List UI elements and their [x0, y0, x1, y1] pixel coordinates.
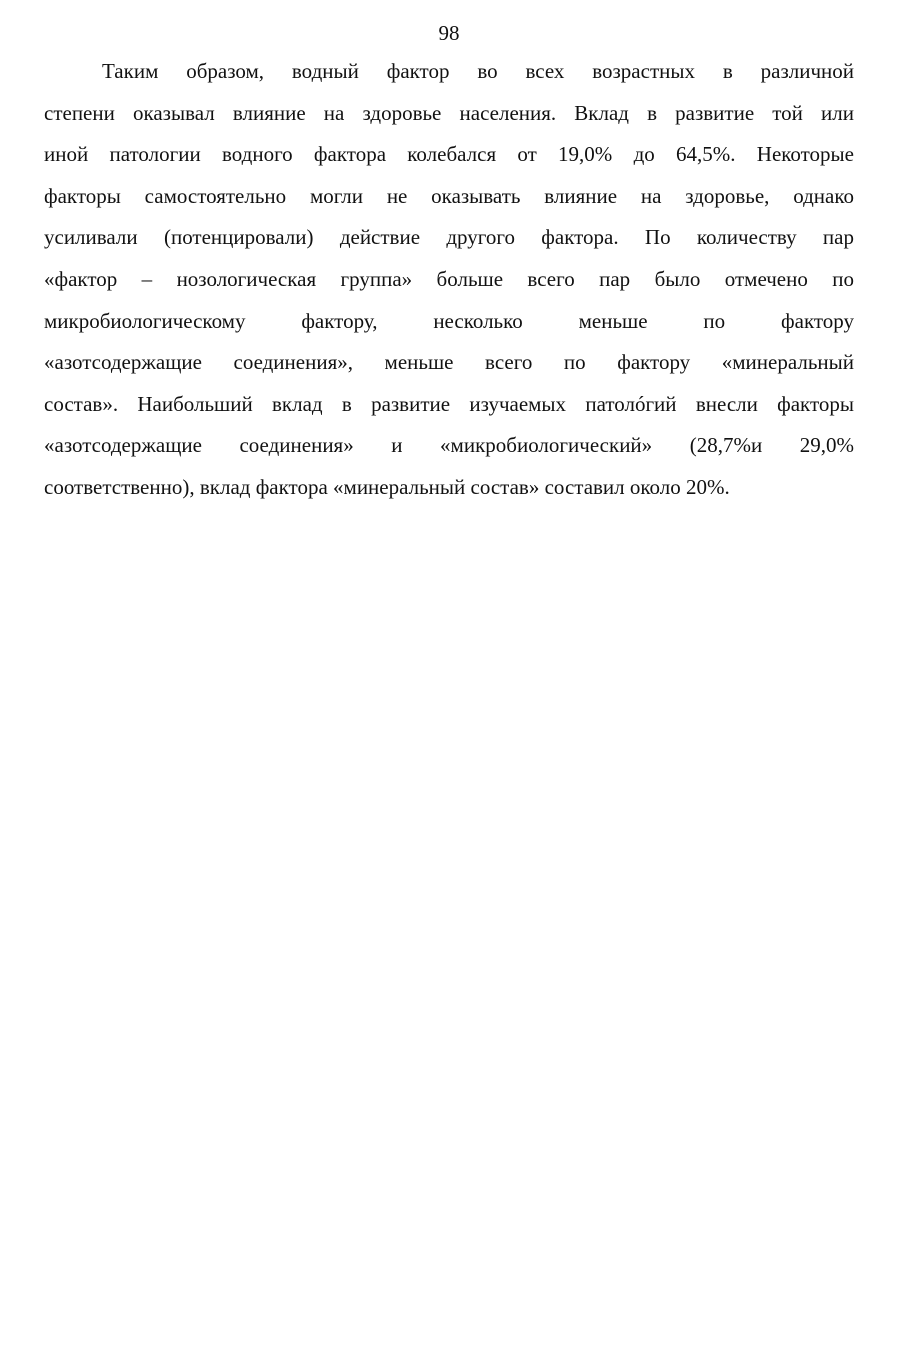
- paragraph-line: «азотсодержащие соединения» и «микробиологический» (28,7%и 29,0%: [44, 433, 854, 458]
- paragraph-line: соответственно), вклад фактора «минеральный состав» составил около 20%.: [44, 474, 730, 499]
- paragraph-line: «азотсодержащие соединения», меньше всего по фактору «минеральный: [44, 350, 854, 375]
- body-paragraph: [44, 51, 854, 509]
- paragraph-line: иной патологии водного фактора колебался от 19,0% до 64,5%. Некоторые: [44, 142, 854, 167]
- paragraph-line: Таким образом, водный фактор во всех возрастных в различной: [102, 59, 854, 83]
- paragraph-line: степени оказывал влияние на здоровье населения. Вклад в развитие той или: [44, 100, 854, 125]
- paragraph-line: микробиологическому фактору, несколько меньше по фактору: [44, 308, 854, 333]
- page-number: 98: [438, 21, 460, 45]
- paragraph-line: усиливали (потенцировали) действие другого фактора. По количеству пар: [44, 225, 854, 250]
- paragraph-line: состав». Наибольший вклад в развитие изучаемых патолóгий внесли факторы: [44, 391, 854, 416]
- paragraph-line: факторы самостоятельно могли не оказывать влияние на здоровье, однако: [44, 183, 854, 208]
- paragraph-line: «фактор – нозологическая группа» больше всего пар было отмечено по: [44, 266, 854, 291]
